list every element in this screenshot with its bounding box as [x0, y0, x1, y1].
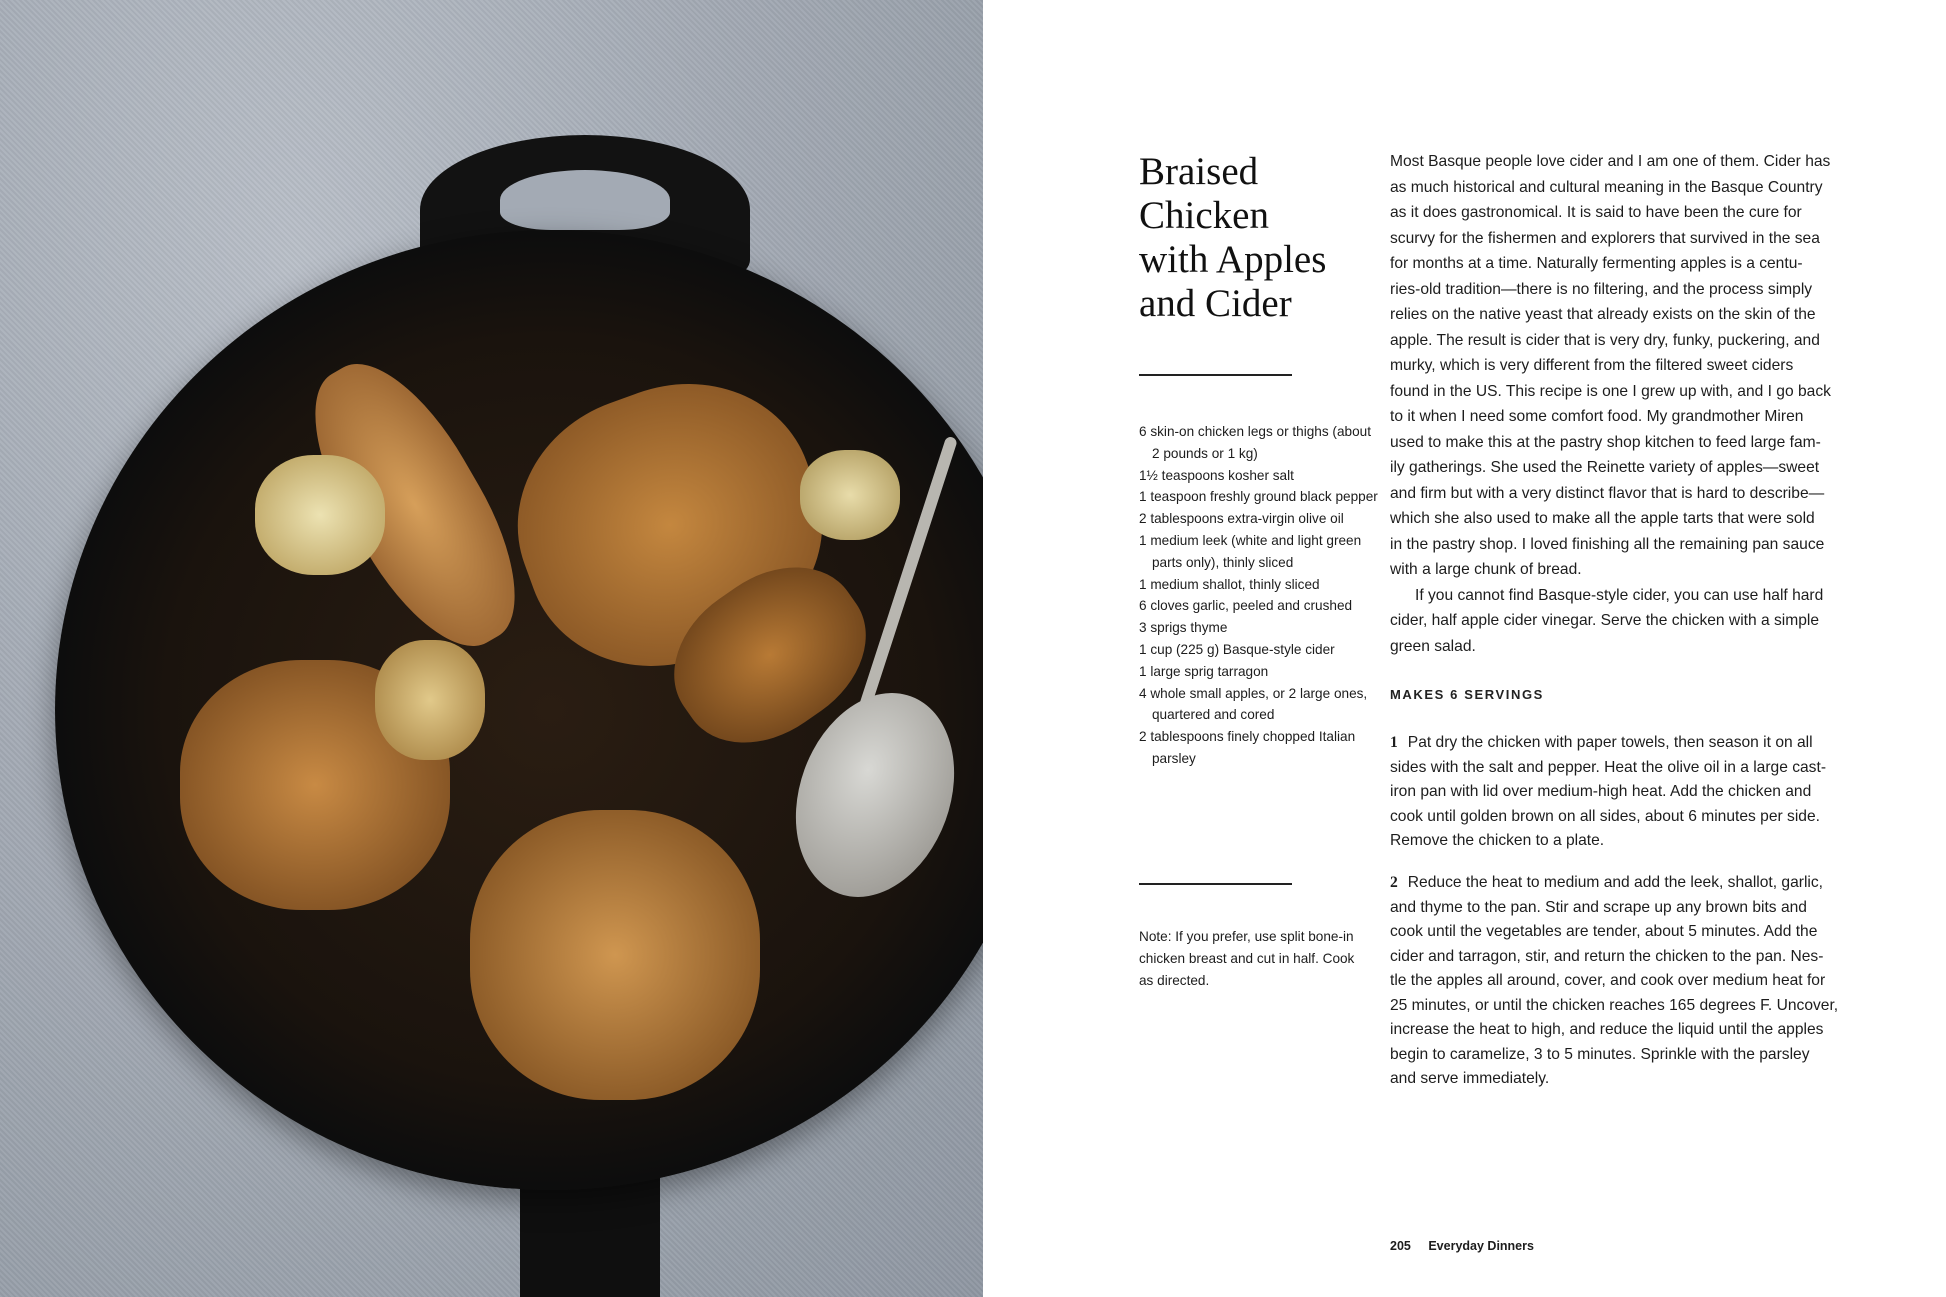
intro-line: green salad.	[1390, 637, 1476, 655]
intro-line: and firm but with a very distinct flavor that is hard to describe—	[1390, 484, 1825, 502]
intro-line: for months at a time. Naturally fermenting apples is a centu-	[1390, 255, 1803, 272]
page-footer	[1390, 1239, 1534, 1253]
ingredient-item: 1 medium shallot, thinly sliced	[1139, 576, 1320, 592]
intro-line: in the pastry shop. I loved finishing all the remaining pan sauce	[1390, 535, 1825, 553]
ingredient-list	[1139, 421, 1379, 770]
intro-line: If you cannot find Basque-style cider, you can use half hard	[1415, 586, 1824, 604]
intro-line: cider, half apple cider vinegar. Serve the chicken with a simple	[1390, 612, 1820, 629]
apple-quarter	[800, 450, 900, 540]
step-line: 25 minutes, or until the chicken reaches 165 degrees F. Uncover,	[1390, 996, 1839, 1014]
ingredient-item: 2 tablespoons finely chopped Italian parsley	[1139, 729, 1356, 766]
step-2	[1390, 871, 1838, 1092]
step-line	[1390, 731, 1826, 756]
ingredient-item: 3 sprigs thyme	[1139, 620, 1228, 636]
intro-line: ries-old tradition—there is no filtering, and the process simply	[1390, 280, 1813, 298]
recipe-note: Note: If you prefer, use split bone-in chicken breast and cut in half. Cook as directed.	[1139, 929, 1355, 988]
intro-line: to it when I need some comfort food. My grandmother Miren	[1390, 408, 1804, 425]
title-line: Chicken	[1139, 194, 1269, 237]
intro-line: relies on the native yeast that already exists on the skin of the	[1390, 306, 1816, 323]
step-line: tle the apples all around, cover, and cook over medium heat for	[1390, 972, 1826, 989]
title-line: and Cider	[1139, 282, 1292, 325]
intro-line: Most Basque people love cider and I am one of them. Cider has	[1390, 153, 1831, 170]
step-number: 2	[1390, 874, 1398, 891]
intro-line: with a large chunk of bread.	[1390, 561, 1582, 578]
step-line: iron pan with lid over medium-high heat. Add the chicken and	[1390, 783, 1812, 800]
step-line: cook until the vegetables are tender, about 5 minutes. Add the	[1390, 923, 1818, 940]
divider	[1139, 374, 1292, 376]
step-line: Remove the chicken to a plate.	[1390, 832, 1605, 849]
ingredient-item: 1½ teaspoons kosher salt	[1139, 467, 1294, 483]
intro-line: as it does gastronomical. It is said to have been the cure for	[1390, 204, 1802, 221]
step-line: and thyme to the pan. Stir and scrape up any brown bits and	[1390, 898, 1807, 916]
step-line: begin to caramelize, 3 to 5 minutes. Sprinkle with the parsley	[1390, 1045, 1810, 1063]
intro-line: found in the US. This recipe is one I grew up with, and I go back	[1390, 382, 1831, 400]
ingredient-item: 6 skin-on chicken legs or thighs (about 2 pounds or 1 kg)	[1139, 424, 1371, 461]
yield: MAKES 6 SERVINGS	[1390, 687, 1544, 702]
ingredient-item: 2 tablespoons extra-virgin olive oil	[1139, 511, 1344, 527]
ingredient-item: 1 medium leek (white and light green parts only), thinly sliced	[1139, 532, 1362, 570]
divider	[1139, 883, 1292, 885]
intro-line: scurvy for the fishermen and explorers that survived in the sea	[1390, 229, 1820, 247]
intro-line: used to make this at the pastry shop kitchen to feed large fam-	[1390, 433, 1821, 451]
ingredient-item: 6 cloves garlic, peeled and crushed	[1139, 598, 1353, 614]
apple-quarter	[255, 455, 385, 575]
intro-line: apple. The result is cider that is very dry, funky, puckering, and	[1390, 331, 1820, 349]
chicken-thigh	[470, 810, 760, 1100]
step-line: increase the heat to high, and reduce the liquid until the apples	[1390, 1021, 1824, 1038]
step-text: Pat dry the chicken with paper towels, then season it on all	[1407, 734, 1813, 751]
step-line: sides with the salt and pepper. Heat the olive oil in a large cast-	[1390, 758, 1827, 776]
step-line	[1390, 871, 1838, 896]
intro-line: ily gatherings. She used the Reinette variety of apples—sweet	[1390, 459, 1820, 476]
intro-line: which she also used to make all the apple tarts that were sold	[1390, 510, 1815, 527]
ingredient-item: 1 large sprig tarragon	[1139, 663, 1269, 679]
recipe-title	[1139, 150, 1326, 326]
intro-line: murky, which is very different from the filtered sweet ciders	[1390, 357, 1794, 374]
step-line: cook until golden brown on all sides, about 6 minutes per side.	[1390, 807, 1820, 825]
step-number: 1	[1390, 734, 1398, 751]
ingredient-item: 1 cup (225 g) Basque-style cider	[1139, 641, 1335, 657]
title-line: with Apples	[1139, 238, 1327, 281]
apple-quarter	[375, 640, 485, 760]
step-line: and serve immediately.	[1390, 1070, 1550, 1087]
step-1	[1390, 731, 1826, 854]
step-line: cider and tarragon, stir, and return the chicken to the pan. Nes-	[1390, 947, 1824, 965]
step-text: Reduce the heat to medium and add the leek, shallot, garlic,	[1407, 874, 1824, 891]
title-line: Braised	[1139, 150, 1259, 193]
page-number: 205	[1390, 1239, 1411, 1253]
intro-line: as much historical and cultural meaning in the Basque Country	[1390, 178, 1823, 196]
ingredient-item: 4 whole small apples, or 2 large ones, quartered and cored	[1139, 685, 1368, 723]
recipe-intro	[1390, 149, 1831, 659]
section-name: Everyday Dinners	[1428, 1239, 1534, 1253]
ingredient-item: 1 teaspoon freshly ground black pepper	[1139, 489, 1378, 505]
